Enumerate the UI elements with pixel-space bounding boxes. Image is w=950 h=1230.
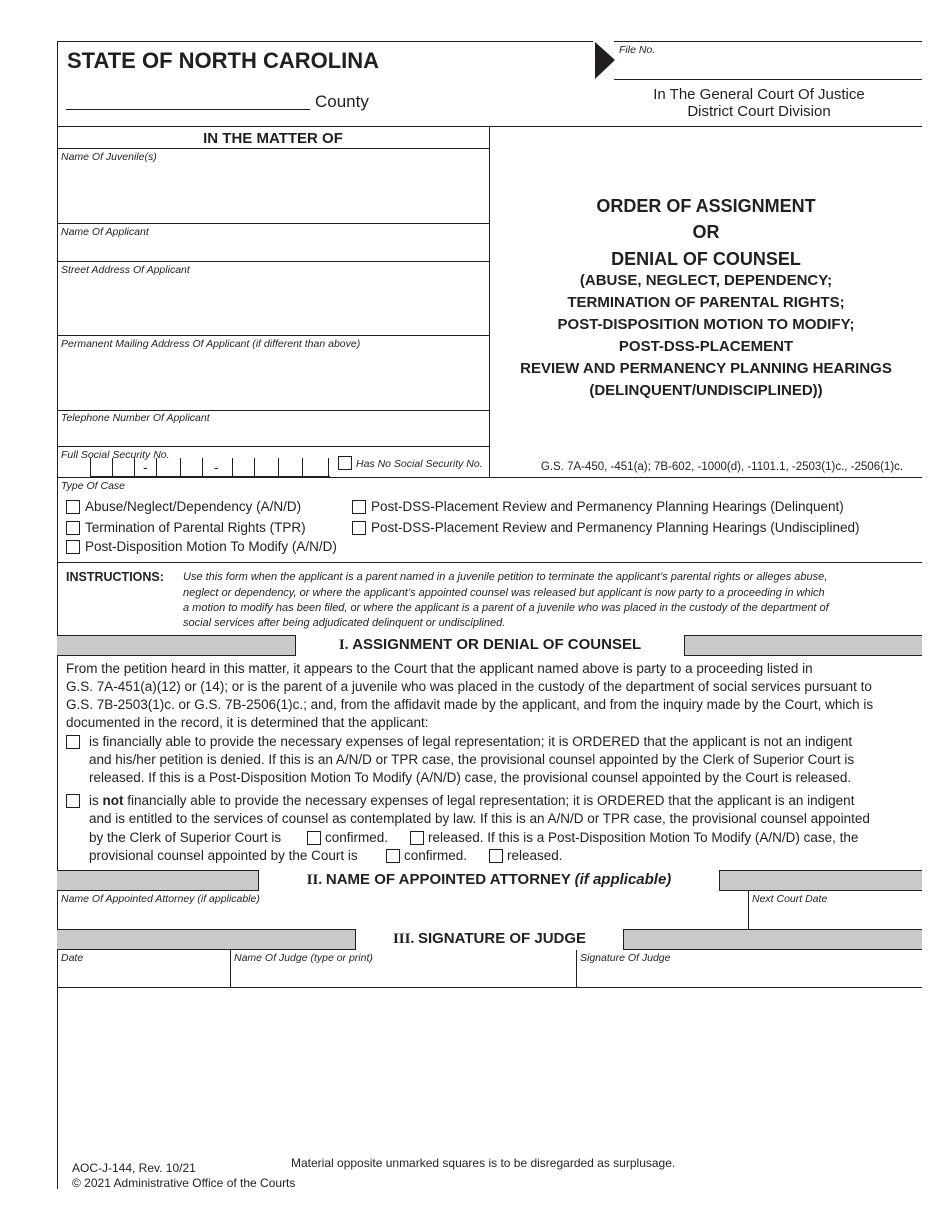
applicant-name-label: Name Of Applicant (61, 226, 149, 238)
section-3-heading (355, 929, 624, 950)
instructions-line2: neglect or dependency, or where the applicant’s appointed counsel was released but applicant is now party to a proceeding in which (183, 587, 825, 599)
case-type-label: Type Of Case (61, 480, 125, 492)
form-title-line3: DENIAL OF COUNSEL (611, 249, 801, 269)
case-type-and-checkbox[interactable] (66, 500, 80, 514)
judge-signature-label: Signature Of Judge (580, 952, 671, 964)
financially-able-line1: is financially able to provide the necessary expenses of legal representation; it is ORDERED that the applicant is not an indigent (89, 734, 853, 749)
not-financially-able-line1 (89, 792, 854, 811)
not-financially-able-line3: by the Clerk of Superior Court is (89, 830, 282, 845)
ssn-tick (180, 458, 181, 476)
date-label: Date (61, 952, 84, 964)
court-counsel-released-label: released. (507, 848, 563, 863)
section-1-intro-line3: G.S. 7B-2503(1)c. or G.S. 7B-2506(1)c.; and, from the affidavit made by the applicant, and from the inquiry made by the Court, which is (66, 697, 874, 712)
instructions-line1: Use this form when the applicant is a parent named in a juvenile petition to terminate the applicant’s parental rights or alleges abuse, (183, 571, 828, 583)
juvenile-name-line (57, 223, 489, 224)
not-financially-able-line2: and is entitled to the services of counsel as contemplated by law. If this is an A/N/D or TPR case, the provisional counsel appointed (89, 811, 870, 826)
section-1-intro-line2: G.S. 7A-451(a)(12) or (14); or is the parent of a juvenile who was placed in the custody of the department of social services pursuant to (66, 679, 872, 694)
case-type-tpr-checkbox[interactable] (66, 521, 80, 535)
case-type-motion-checkbox[interactable] (66, 540, 80, 554)
clerk-counsel-confirmed-checkbox[interactable] (307, 831, 321, 845)
county-label: County (315, 92, 369, 111)
file-no-arrow-icon (595, 42, 617, 80)
form-subtitle-line3: POST-DISPOSITION MOTION TO MODIFY; (557, 316, 855, 333)
section-2-title: NAME OF APPOINTED ATTORNEY (325, 871, 571, 888)
case-type-delinquent-label: Post-DSS-Placement Review and Permanency Planning Hearings (Delinquent) (371, 499, 844, 514)
financially-able-line2: and his/her petition is denied. If this is an A/N/D or TPR case, the provisional counsel appointed by the Clerk of Superior Court is (89, 752, 855, 767)
form-subtitle-line1: (ABUSE, NEGLECT, DEPENDENCY; (579, 272, 833, 289)
next-court-date-label: Next Court Date (752, 893, 828, 905)
ssn-tick (328, 458, 329, 476)
financially-able-checkbox[interactable] (66, 735, 80, 749)
clerk-counsel-released-checkbox[interactable] (410, 831, 424, 845)
court-counsel-confirmed-checkbox[interactable] (386, 849, 400, 863)
judge-name-label: Name Of Judge (type or print) (234, 952, 373, 964)
case-type-tpr-label: Termination of Parental Rights (TPR) (85, 520, 306, 535)
signature-divider (576, 950, 577, 987)
clerk-counsel-confirmed-label: confirmed. (325, 830, 389, 845)
case-type-and-label: Abuse/Neglect/Dependency (A/N/D) (85, 499, 302, 514)
mailing-address-line (57, 410, 489, 411)
top-border (57, 41, 593, 42)
case-type-undisciplined-checkbox[interactable] (352, 521, 366, 535)
section-1-title: ASSIGNMENT OR DENIAL OF COUNSEL (352, 636, 642, 653)
form-subtitle-line6: (DELINQUENT/UNDISCIPLINED)) (589, 382, 823, 399)
instructions-line4: social services after being adjudicated delinquent or undisciplined. (183, 617, 506, 629)
instructions-top-line (57, 562, 922, 563)
not-able-rest: financially able to provide the necessary expenses of legal representation; it is ORDERED that the applicant is an indigent (127, 793, 855, 808)
court-counsel-confirmed-label: confirmed. (404, 848, 468, 863)
ssn-dash: - (214, 459, 219, 475)
section-1-number: I. (338, 637, 349, 653)
section-2-note: (if applicable) (574, 871, 672, 888)
ssn-label: Full Social Security No. (61, 449, 170, 461)
no-ssn-label: Has No Social Security No. (356, 458, 483, 470)
court-counsel-released-checkbox[interactable] (489, 849, 503, 863)
applicant-name-line (57, 261, 489, 262)
form-title-line1: ORDER OF ASSIGNMENT (596, 196, 816, 216)
case-type-top-line (57, 477, 922, 478)
ssn-dash: - (143, 459, 148, 475)
top-border-right (614, 41, 922, 42)
street-address-label: Street Address Of Applicant (61, 264, 190, 276)
state-title: STATE OF NORTH CAROLINA (67, 48, 380, 73)
section-1-heading (295, 635, 685, 656)
instructions-line3: a motion to modify has been filed, or where the applicant is a parent of a juvenile who was placed in the custody of the department of (183, 602, 829, 614)
judge-name-divider (230, 950, 231, 987)
ssn-tick (112, 458, 113, 476)
telephone-label: Telephone Number Of Applicant (61, 412, 210, 424)
ssn-tick (90, 458, 91, 476)
not-financially-able-line4: provisional counsel appointed by the Court is (89, 848, 358, 863)
not-financially-able-checkbox[interactable] (66, 794, 80, 808)
not-able-prefix: is (89, 793, 99, 808)
section-1-intro-line1: From the petition heard in this matter, it appears to the Court that the applicant named above is party to a proceeding listed in (66, 661, 813, 676)
telephone-line (57, 446, 489, 447)
case-type-undisciplined-label: Post-DSS-Placement Review and Permanency Planning Hearings (Undisciplined) (371, 520, 860, 535)
ssn-tick (156, 458, 157, 476)
form-subtitle-line4: POST-DSS-PLACEMENT (618, 338, 794, 355)
section-2-number: II. (306, 872, 323, 888)
file-no-label: File No. (619, 44, 656, 56)
copyright: © 2021 Administrative Office of the Courts (72, 1176, 296, 1190)
form-title-line2: OR (692, 222, 720, 242)
section-2-heading (258, 870, 720, 891)
form-subtitle-line2: TERMINATION OF PARENTAL RIGHTS; (567, 294, 845, 311)
juvenile-name-label: Name Of Juvenile(s) (61, 151, 157, 163)
not-able-emphasis: not (102, 793, 124, 808)
surplusage-note: Material opposite unmarked squares is to be disregarded as surplusage. (291, 1156, 676, 1170)
matter-heading: IN THE MATTER OF (203, 130, 343, 147)
county-input-line[interactable] (66, 109, 310, 110)
street-address-line (57, 335, 489, 336)
mailing-address-label: Permanent Mailing Address Of Applicant (if different than above) (61, 338, 361, 350)
ssn-tick (302, 458, 303, 476)
next-court-date-divider (748, 891, 749, 929)
section-3-number: III. (392, 931, 415, 947)
court-division: District Court Division (687, 103, 831, 120)
financially-able-line3: released. If this is a Post-Disposition Motion To Modify (A/N/D) case, the provisional counsel appointed by the Court is released. (89, 770, 852, 785)
section-1-intro-line4: documented in the record, it is determined that the applicant: (66, 715, 429, 730)
signature-row-bottom-line (57, 987, 922, 988)
ssn-tick (134, 458, 135, 476)
clerk-counsel-released-label: released. If this is a Post-Disposition Motion To Modify (A/N/D) case, the (428, 830, 859, 845)
ssn-tick (232, 458, 233, 476)
matter-heading-line (57, 148, 489, 149)
section-3-title: SIGNATURE OF JUDGE (417, 930, 587, 947)
attorney-name-label: Name Of Appointed Attorney (if applicable) (61, 893, 260, 905)
file-no-line (614, 79, 922, 80)
ssn-tick (202, 458, 203, 476)
ssn-tick (278, 458, 279, 476)
case-type-motion-label: Post-Disposition Motion To Modify (A/N/D) (85, 539, 337, 554)
court-name: In The General Court Of Justice (653, 86, 865, 103)
ssn-tick (254, 458, 255, 476)
form-number: AOC-J-144, Rev. 10/21 (72, 1161, 196, 1175)
left-border (57, 41, 58, 1189)
no-ssn-checkbox[interactable] (338, 456, 352, 470)
case-type-delinquent-checkbox[interactable] (352, 500, 366, 514)
instructions-label: INSTRUCTIONS: (66, 570, 164, 584)
form-subtitle-line5: REVIEW AND PERMANENCY PLANNING HEARINGS (520, 360, 892, 377)
statutes: G.S. 7A-450, -451(a); 7B-602, -1000(d), -1101.1, -2503(1)c., -2506(1)c. (540, 461, 904, 473)
